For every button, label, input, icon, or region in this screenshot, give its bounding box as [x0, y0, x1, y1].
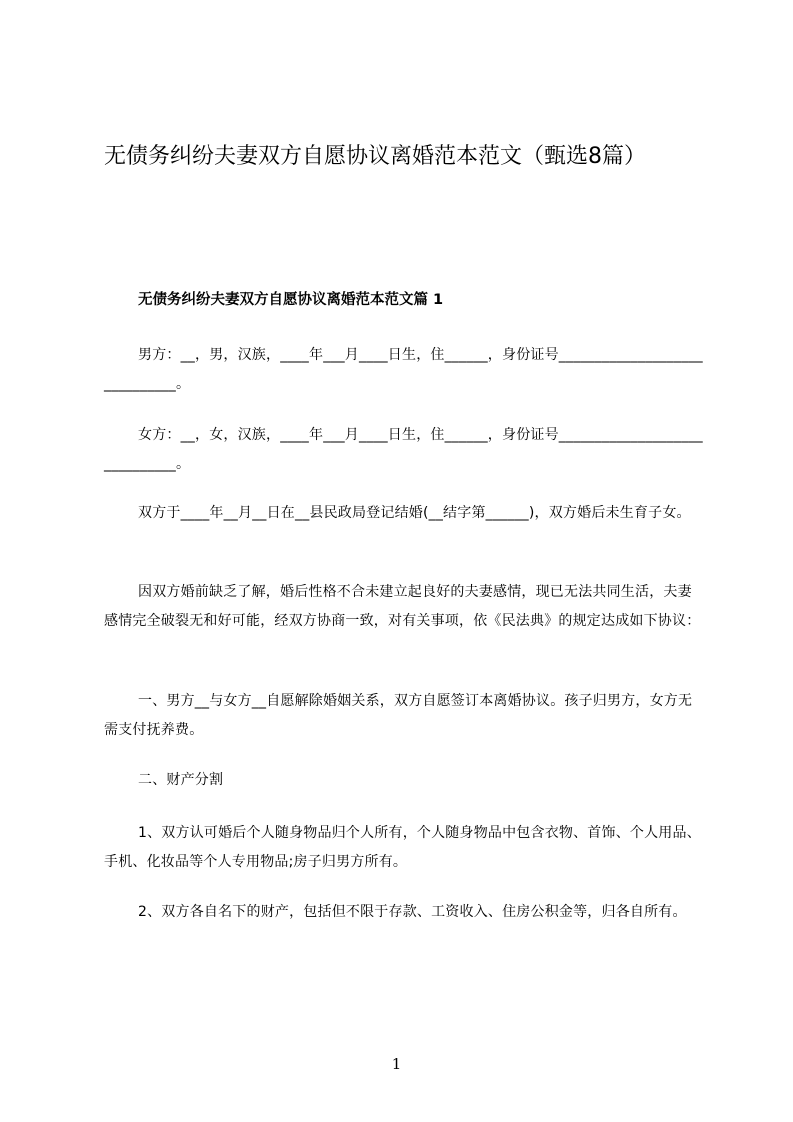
section-heading: 无债务纠纷夫妻双方自愿协议离婚范本范文篇 1 — [138, 292, 444, 308]
document-title: 无债务纠纷夫妻双方自愿协议离婚范本范文（甄选8篇） — [104, 144, 646, 169]
paragraph-marriage: 双方于____年__月__日在__县民政局登记结婚(__结字第______)，双方婚后未生育子女。 — [138, 505, 691, 521]
paragraph-item2-1: 1、双方认可婚后个人随身物品归个人所有，个人随身物品中包含衣物、首饰、个人用品、手机、化妆品等个人专用物品;房子归男方所有。 — [104, 825, 701, 870]
paragraph-woman: 女方：__，女，汉族，____年___月____日生，住______，身份证号______________________________。 — [104, 427, 703, 472]
paragraph-item1: 一、男方__与女方__自愿解除婚姻关系，双方自愿签订本离婚协议。孩子归男方，女方无需支付抚养费。 — [104, 693, 693, 738]
page-number: 1 — [391, 1055, 402, 1073]
paragraph-man: 男方：__，男，汉族，____年___月____日生，住______，身份证号______________________________。 — [104, 347, 703, 392]
paragraph-reason: 因双方婚前缺乏了解，婚后性格不合未建立起良好的夫妻感情，现已无法共同生活，夫妻感情完全破裂无和好可能，经双方协商一致，对有关事项，依《民法典》的规定达成如下协议： — [104, 584, 701, 629]
paragraph-item2-2: 2、双方各自名下的财产，包括但不限于存款、工资收入、住房公积金等，归各自所有。 — [138, 904, 687, 920]
paragraph-item2: 二、财产分割 — [138, 772, 224, 788]
